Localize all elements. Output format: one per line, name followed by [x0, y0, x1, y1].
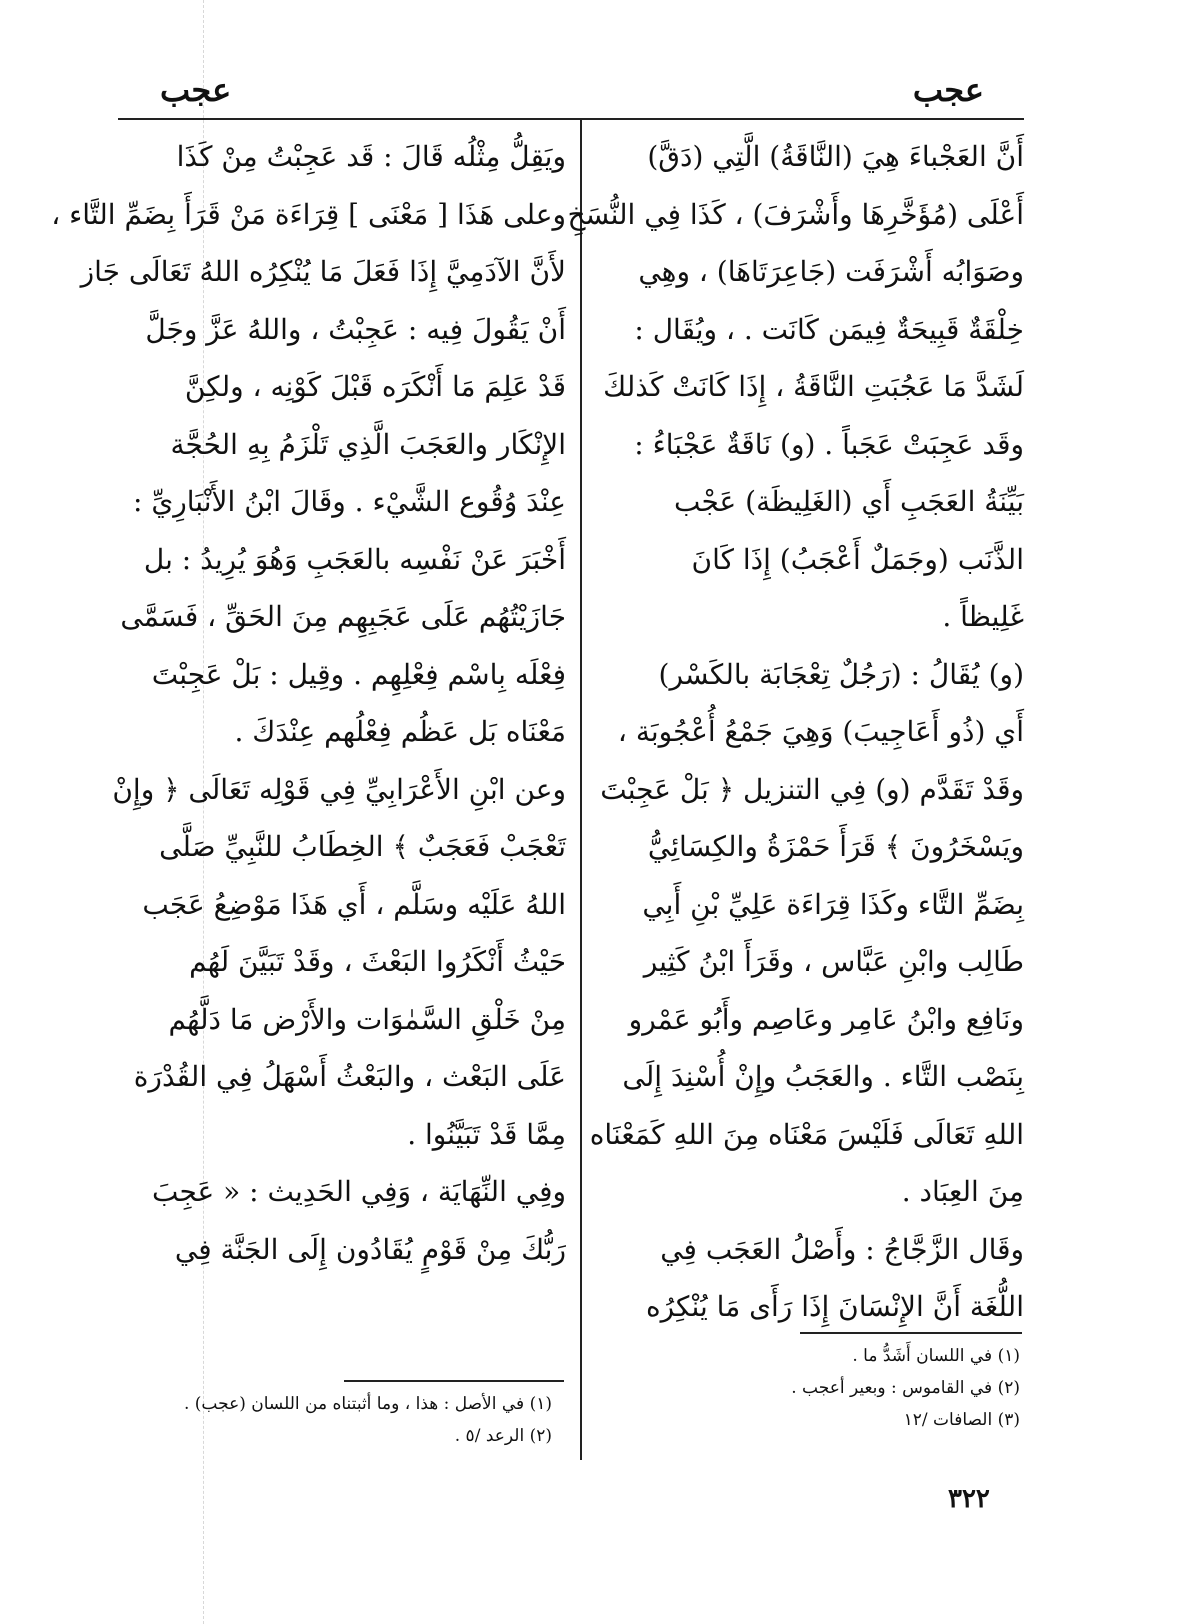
- text-line: أَي (ذُو أَعَاجِيبَ) وَهِيَ جَمْعُ أُعْجُوبَة ،: [617, 715, 1024, 748]
- text-line: غَلِيظاً .: [942, 600, 1024, 633]
- header-rule: [118, 118, 1024, 120]
- text-line: وقَد عَجِبَتْ عَجَباً . (و) نَاقَةٌ عَجْبَاءُ :: [634, 427, 1024, 461]
- footnote-rule-left: [344, 1380, 564, 1382]
- text-line: مَعْنَاه بَل عَظُم فِعْلُهم عِنْدَكَ .: [234, 715, 566, 748]
- text-line: وقَال الزَّجَّاجُ : وأَصْلُ العَجَب فِي: [660, 1232, 1024, 1266]
- footnote: (١) في الأصل : هذا ، وما أثبتناه من اللسان (عجب) .: [183, 1394, 552, 1414]
- text-line: اللُّغَة أَنَّ الإِنْسَانَ إِذَا رَأَى مَا يُنْكِرُه: [645, 1290, 1024, 1323]
- footnote: (٣) الصافات /١٢: [903, 1410, 1020, 1430]
- footnote: (١) في اللسان أَشَدُّ ما .: [852, 1346, 1020, 1366]
- text-line: لَشَدَّ مَا عَجُبَتِ النَّاقَةُ ، إِذَا كَانَتْ كَذلكَ: [603, 370, 1024, 403]
- text-line: قَدْ عَلِمَ مَا أَنْكَرَه قَبْلَ كَوْنِه ، ولكِنَّ: [184, 370, 566, 403]
- header-left-word: عجب: [160, 71, 232, 109]
- text-line: أَخْبَرَ عَنْ نَفْسِه بالعَجَبِ وَهُوَ يُرِيدُ : بل: [143, 542, 566, 576]
- text-line: وصَوَابُه أَشْرَفَت (جَاعِرَتَاهَا) ، وهِي: [638, 255, 1024, 288]
- column-divider: [580, 120, 582, 1460]
- text-line: مِمَّا قَدْ تَبَيَّنُوا .: [407, 1117, 566, 1151]
- text-line: مِنَ العِبَاد .: [901, 1175, 1024, 1208]
- text-line: اللهِ تَعَالَى فَلَيْسَ مَعْنَاه مِنَ اللهِ كَمَعْنَاه: [589, 1117, 1024, 1151]
- text-line: وفِي النِّهَايَة ، وَفِي الحَدِيث : « عَجِبَ: [151, 1175, 566, 1208]
- header-right-word: عجب: [912, 71, 984, 109]
- text-line: بَيِّنَةُ العَجَبِ أَي (الغَلِيظَة) عَجْب: [673, 485, 1024, 518]
- footnotes-right: [660, 1340, 1020, 1436]
- text-line: تَعْجَبْ فَعَجَبٌ ﴾ الخِطَابُ للنَّبِيِّ صَلَّى: [159, 830, 566, 863]
- text-line: طَالِب وابْنِ عَبَّاس ، وقَرَأَ ابْنُ كَثِير: [643, 945, 1024, 978]
- text-line: عِنْدَ وُقُوع الشَّيْء . وقَالَ ابْنُ الأَنْبَارِيِّ :: [133, 485, 566, 518]
- text-line: ويَقِلُّ مِثْلُه قَالَ : قَد عَجِبْتُ مِنْ كَذَا: [176, 140, 566, 173]
- text-line: بِضَمِّ التَّاء وكَذَا قِرَاءَة عَلِيِّ بْنِ أَبِي: [642, 887, 1024, 921]
- text-line: خِلْقَةٌ قَبِيحَةٌ فِيمَن كَانَت . ، ويُقَال :: [634, 312, 1024, 346]
- text-line: لأَنَّ الآدَمِيَّ إِذَا فَعَلَ مَا يُنْكِرُه اللهُ تَعَالَى جَاز: [80, 255, 566, 288]
- text-line: ويَسْخَرُونَ ﴾ قَرَأَ حَمْزَةُ والكِسَائِيُّ: [647, 830, 1024, 863]
- footnote: (٢) الرعد /٥ .: [454, 1426, 552, 1446]
- text-line: رَبُّكَ مِنْ قَوْمٍ يُقَادُون إِلَى الجَنَّة فِي: [174, 1232, 566, 1266]
- text-line: أَنْ يَقُولَ فِيه : عَجِبْتُ ، واللهُ عَزَّ وجَلَّ: [145, 312, 566, 346]
- text-line: وقَدْ تَقَدَّم (و) فِي التنزيل ﴿ بَلْ عَجِبْتَ: [600, 772, 1024, 806]
- text-line: وعلى هَذَا [ مَعْنَى ] قِرَاءَة مَنْ قَرَأَ بِضَمِّ التَّاء ،: [51, 197, 566, 231]
- page-number: ٣٢٢: [948, 1484, 990, 1514]
- text-line: عَلَى البَعْث ، والبَعْثُ أَسْهَلُ فِي القُدْرَة: [133, 1060, 566, 1093]
- right-column: [567, 128, 1024, 1336]
- text-line: أَنَّ العَجْباءَ هِيَ (النَّاقَةُ) الَّتِي (دَقَّ): [647, 140, 1024, 173]
- text-line: مِنْ خَلْقِ السَّمٰوَات والأَرْض مَا دَلَّهُم: [168, 1002, 566, 1036]
- footnotes-left: [102, 1388, 552, 1452]
- footnote-rule-right: [800, 1332, 1022, 1334]
- left-column: [51, 128, 566, 1278]
- text-line: فِعْلَه بِاسْم فِعْلِهِم . وقِيل : بَلْ عَجِبْتَ: [151, 657, 566, 691]
- text-line: حَيْثُ أَنْكَرُوا البَعْثَ ، وقَدْ تَبَيَّنَ لَهُم: [189, 945, 566, 978]
- text-line: بِنَصْب التَّاء . والعَجَبُ وإِنْ أُسْنِدَ إِلَى: [622, 1060, 1024, 1093]
- text-line: الإِنْكَار والعَجَبَ الَّذِي تَلْزَمُ بِهِ الحُجَّة: [170, 427, 566, 461]
- text-line: وعن ابْنِ الأَعْرَابِيِّ فِي قَوْلِه تَعَالَى ﴿ وإِنْ: [112, 772, 566, 806]
- text-line: ونَافِع وابْنُ عَامِر وعَاصِم وأَبُو عَمْرو: [628, 1002, 1024, 1036]
- text-line: اللهُ عَلَيْه وسَلَّم ، أَي هَذَا مَوْضِعُ عَجَب: [142, 887, 566, 921]
- footnote: (٢) في القاموس : وبعير أعجب .: [791, 1378, 1020, 1398]
- text-line: الذَّنَب (وجَمَلٌ أَعْجَبُ) إِذَا كَانَ: [691, 542, 1024, 576]
- text-line: أَعْلَى (مُؤَخَّرِهَا وأَشْرَفَ) ، كَذَا فِي النُّسَخِ: [567, 197, 1024, 231]
- text-line: جَازَيْتُهُم عَلَى عَجَبِهِم مِنَ الحَقِّ ، فَسَمَّى: [120, 600, 566, 633]
- text-line: (و) يُقَالُ : (رَجُلٌ تِعْجَابَة بالكَسْر): [658, 657, 1024, 691]
